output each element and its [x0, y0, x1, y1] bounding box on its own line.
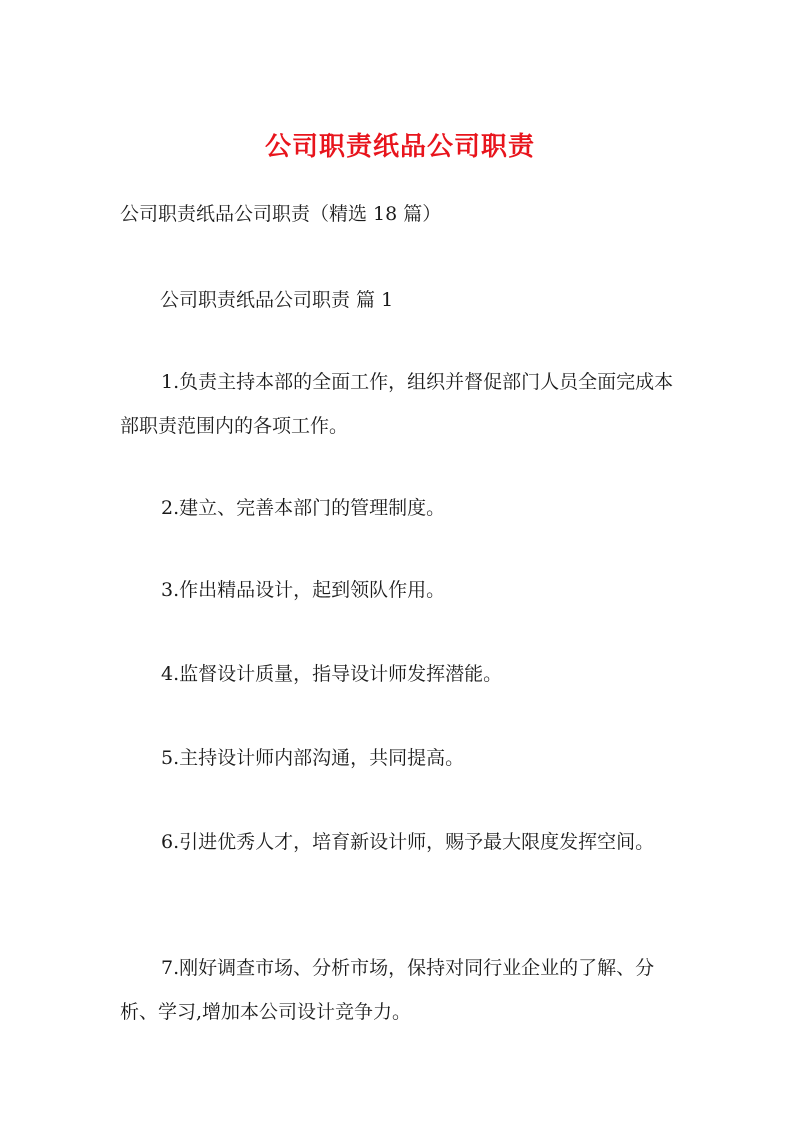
paragraph-3: 3.作出精品设计，起到领队作用。	[161, 579, 446, 601]
paragraph-2: 2.建立、完善本部门的管理制度。	[161, 497, 446, 519]
paragraph-4: 4.监督设计质量，指导设计师发挥潜能。	[161, 663, 503, 685]
paragraph-6: 6.引进优秀人才，培育新设计师，赐予最大限度发挥空间。	[161, 831, 655, 853]
document-title: 公司职责纸品公司职责	[264, 132, 535, 162]
paragraph-7: 7.刚好调查市场、分析市场，保持对同行业企业的了解、分析、学习,增加本公司设计竞争力。	[120, 957, 655, 1023]
document-subtitle: 公司职责纸品公司职责（精选 18 篇）	[120, 203, 442, 225]
paragraph-1: 1.负责主持本部的全面工作，组织并督促部门人员全面完成本部职责范围内的各项工作。	[120, 371, 674, 437]
paragraph-5: 5.主持设计师内部沟通，共同提高。	[161, 747, 465, 769]
section-heading: 公司职责纸品公司职责 篇 1	[160, 289, 394, 311]
